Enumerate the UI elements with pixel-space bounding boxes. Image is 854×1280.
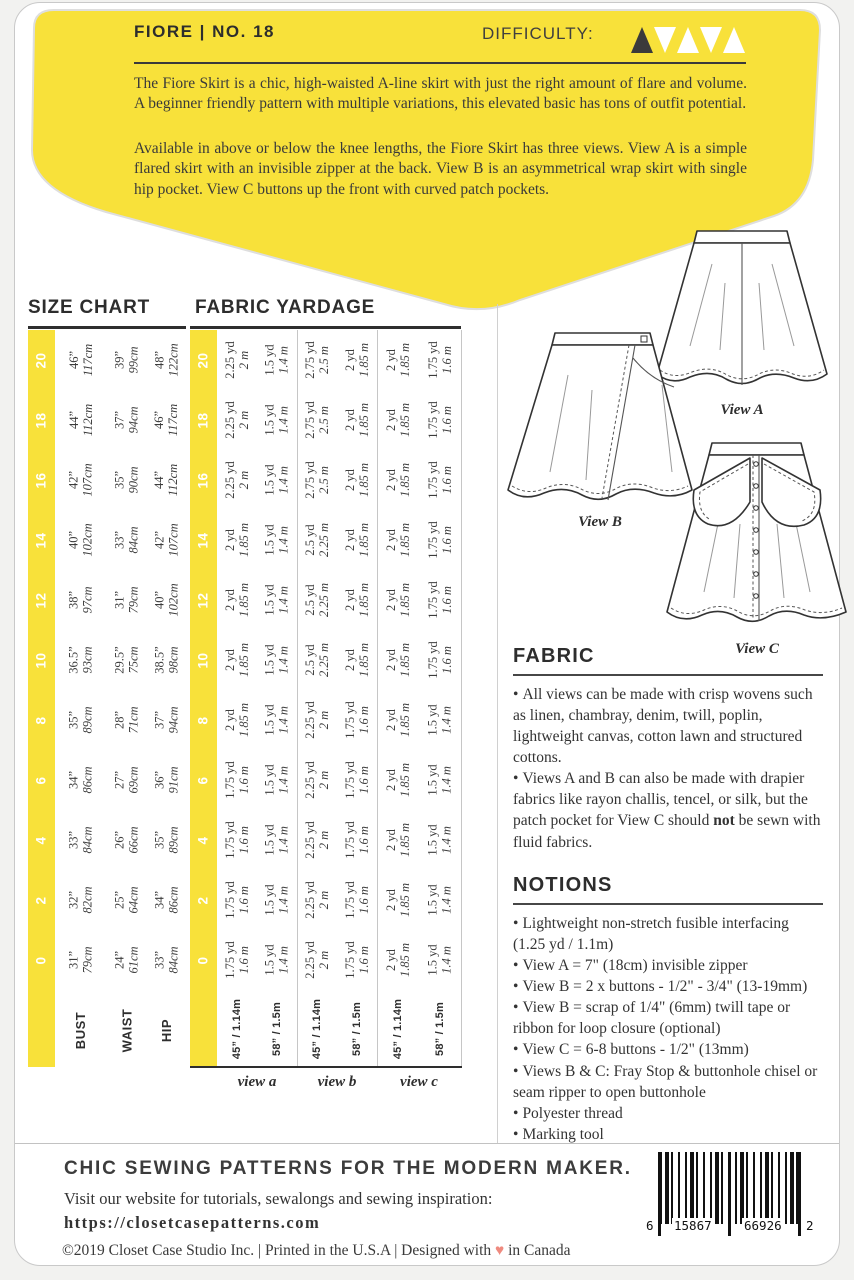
waist-cell: 39” 99cm [112, 346, 141, 374]
yardage-row [190, 690, 461, 750]
view-c-58-cell: 1.5 yd 1.4 m [426, 884, 454, 916]
view-a-45-cell: 1.75 yd 1.6 m [223, 761, 251, 799]
copyright-line: ©2019 Closet Case Studio Inc. | Printed in the U.S.A | Designed with ♥ in Canada [62, 1242, 571, 1259]
width-45-label: 45” / 1.14m [311, 998, 324, 1060]
view-a-58-cell: 1.5 yd 1.4 m [263, 344, 291, 376]
waist-cell: 33” 84cm [112, 526, 141, 554]
view-b-58-cell: 2 yd 1.85 m [343, 342, 371, 378]
notions-item: • Marking tool [513, 1125, 604, 1143]
bust-cell: 38” 97cm [66, 586, 95, 614]
view-a-58-cell: 1.5 yd 1.4 m [263, 824, 291, 856]
size-number: 20 [196, 351, 211, 369]
size-chart-row [28, 390, 186, 450]
size-number: 12 [196, 591, 211, 609]
view-a-45-cell: 2 yd 1.85 m [223, 582, 251, 618]
triangle-up-filled-icon [631, 27, 653, 53]
view-c-58-cell: 1.5 yd 1.4 m [426, 824, 454, 856]
bullet-icon: • [513, 1104, 519, 1122]
view-b-58-cell: 2 yd 1.85 m [343, 582, 371, 618]
view-b-45-cell: 2.25 yd 2 m [303, 761, 331, 799]
bust-cell: 32” 82cm [66, 886, 95, 914]
size-number: 2 [195, 895, 211, 905]
yardage-divider [461, 330, 462, 1067]
view-a-45-cell: 1.75 yd 1.6 m [223, 881, 251, 919]
view-b-45-cell: 2.75 yd 2.5 m [303, 461, 331, 499]
notions-item: • Polyester thread [513, 1104, 623, 1122]
yardage-row [190, 330, 461, 390]
view-b-45-cell: 2.5 yd 2.25 m [303, 582, 331, 618]
fabric-text [513, 684, 825, 853]
view-a-58-cell: 1.5 yd 1.4 m [263, 524, 291, 556]
size-number: 18 [34, 411, 49, 429]
notions-item: • View B = scrap of 1/4" (6mm) twill tape or ribbon for loop closure (optional) [513, 999, 791, 1038]
yardage-row [190, 450, 461, 510]
center-divider [497, 304, 498, 1143]
footer-divider [15, 1143, 839, 1144]
bullet-icon: • [513, 686, 519, 703]
yardage-row [190, 510, 461, 570]
view-a-45-cell: 2.25 yd 2 m [223, 461, 251, 499]
view-c-45-cell: 2 yd 1.85 m [384, 342, 412, 378]
size-chart-row [28, 870, 186, 930]
triangle-up-icon [723, 27, 745, 53]
view-b-45-cell: 2.25 yd 2 m [303, 821, 331, 859]
view-b-45-cell: 2.25 yd 2 m [303, 701, 331, 739]
hip-cell: 42” 107cm [152, 523, 181, 557]
bust-cell: 42” 107cm [66, 463, 95, 497]
yardage-row [190, 810, 461, 870]
view-a-column-label: view a [237, 1074, 277, 1090]
notions-item: • View A = 7" (18cm) invisible zipper [513, 957, 748, 975]
size-number: 6 [195, 775, 211, 785]
yardage-row [190, 930, 461, 990]
size-number: 12 [34, 591, 49, 609]
barcode-guard [798, 1152, 801, 1236]
fabric-rule [513, 674, 823, 676]
view-b-58-cell: 1.75 yd 1.6 m [343, 821, 371, 859]
fabric-bullet-2: • Views A and B can also be made with drapier fabrics like rayon challis, tencel, or silk, but the patch pocket for View C should not be sewn with fluid fabrics. [513, 770, 821, 851]
yardage-row [190, 570, 461, 630]
yardage-row [190, 630, 461, 690]
view-c-45-cell: 2 yd 1.85 m [384, 462, 412, 498]
barcode-digit: 2 [806, 1218, 814, 1233]
waist-cell: 25” 64cm [112, 886, 141, 914]
view-c-45-cell: 2 yd 1.85 m [384, 822, 412, 858]
view-a-45-cell: 1.75 yd 1.6 m [223, 821, 251, 859]
bust-cell: 44” 112cm [67, 403, 95, 437]
view-c-45-cell: 2 yd 1.85 m [384, 582, 412, 618]
banner-divider [134, 62, 746, 64]
size-chart-table [28, 330, 186, 990]
view-c-45-cell: 2 yd 1.85 m [384, 942, 412, 978]
size-number: 16 [196, 471, 211, 489]
waist-cell: 29.5” 75cm [113, 646, 141, 674]
view-c-45-cell: 2 yd 1.85 m [384, 642, 412, 678]
bust-cell: 36.5” 93cm [67, 646, 95, 674]
view-a-45-cell: 2.25 yd 2 m [223, 401, 251, 439]
view-c-58-cell: 1.75 yd 1.6 m [426, 461, 454, 499]
hip-cell: 33” 84cm [152, 946, 181, 974]
bust-cell: 33” 84cm [66, 826, 95, 854]
notions-item: • Lightweight non-stretch fusible interfacing (1.25 yd / 1.1m) [513, 915, 789, 954]
size-number: 0 [195, 955, 211, 965]
waist-cell: 27” 69cm [112, 766, 141, 794]
hip-cell: 44” 112cm [152, 463, 181, 497]
view-a-45-cell: 2 yd 1.85 m [223, 522, 251, 558]
heart-icon: ♥ [495, 1242, 505, 1259]
view-a-58-cell: 1.5 yd 1.4 m [263, 944, 291, 976]
triangle-up-icon [677, 27, 699, 53]
notions-item: • View C = 6-8 buttons - 1/2" (13mm) [513, 1041, 749, 1059]
view-b-58-cell: 2 yd 1.85 m [343, 522, 371, 558]
view-a-58-cell: 1.5 yd 1.4 m [263, 764, 291, 796]
view-c-45-cell: 2 yd 1.85 m [384, 402, 412, 438]
width-58-label: 58” / 1.5m [351, 1002, 364, 1056]
view-c-45-cell: 2 yd 1.85 m [384, 702, 412, 738]
view-c-58-cell: 1.75 yd 1.6 m [426, 521, 454, 559]
website-invite: Visit our website for tutorials, sewalongs and sewing inspiration: [64, 1189, 493, 1208]
view-b-58-cell: 1.75 yd 1.6 m [343, 761, 371, 799]
view-b-58-cell: 2 yd 1.85 m [343, 402, 371, 438]
view-a-58-cell: 1.5 yd 1.4 m [263, 644, 291, 676]
barcode-guard [658, 1152, 661, 1236]
fabric-bullet-1: • All views can be made with crisp wovens such as linen, chambray, denim, twill, poplin, lightweight canvas, cotton lawn and structured cottons. [513, 686, 813, 767]
bust-cell: 31” 79cm [66, 946, 95, 974]
size-chart-row [28, 330, 186, 390]
view-b-58-cell: 2 yd 1.85 m [343, 642, 371, 678]
view-b-45-cell: 2.5 yd 2.25 m [303, 642, 331, 678]
view-b-label: View B [578, 514, 622, 530]
bullet-icon: • [513, 999, 519, 1017]
view-c-45-cell: 2 yd 1.85 m [384, 522, 412, 558]
view-a-45-cell: 1.75 yd 1.6 m [223, 941, 251, 979]
view-a-58-cell: 1.5 yd 1.4 m [263, 884, 291, 916]
bullet-icon: • [513, 770, 519, 788]
size-chart-row [28, 750, 186, 810]
waist-cell: 24” 61cm [112, 946, 141, 974]
hip-cell: 35” 89cm [152, 826, 181, 854]
size-chart-row [28, 930, 186, 990]
size-chart-row [28, 450, 186, 510]
notions-heading: NOTIONS [513, 874, 613, 896]
view-a-58-cell: 1.5 yd 1.4 m [263, 464, 291, 496]
view-b-58-cell: 1.75 yd 1.6 m [343, 881, 371, 919]
view-a-45-cell: 2.25 yd 2 m [223, 341, 251, 379]
yardage-row [190, 750, 461, 810]
hip-cell: 37” 94cm [152, 706, 181, 734]
size-chart-row [28, 810, 186, 870]
view-c-illustration [662, 440, 852, 640]
size-chart-row [28, 690, 186, 750]
view-b-45-cell: 2.25 yd 2 m [303, 881, 331, 919]
size-number: 14 [34, 531, 49, 549]
waist-cell: 28” 71cm [112, 706, 141, 734]
bust-cell: 35” 89cm [66, 706, 95, 734]
view-c-58-cell: 1.5 yd 1.4 m [426, 944, 454, 976]
yardage-row [190, 870, 461, 930]
hip-cell: 46” 117cm [152, 403, 181, 437]
fabric-yardage-table [190, 330, 461, 990]
view-c-45-cell: 2 yd 1.85 m [384, 882, 412, 918]
waist-cell: 31” 79cm [112, 586, 141, 614]
view-b-58-cell: 1.75 yd 1.6 m [343, 941, 371, 979]
hip-cell: 48” 122cm [152, 343, 181, 377]
view-c-column-label: view c [400, 1074, 438, 1090]
size-number: 10 [196, 651, 211, 669]
yardage-divider [377, 330, 378, 1067]
waist-cell: 37” 94cm [112, 406, 141, 434]
size-number: 6 [33, 775, 49, 785]
width-45-label: 45” / 1.14m [231, 998, 244, 1060]
fabric-heading: FABRIC [513, 645, 595, 667]
description-paragraph-2: Available in above or below the knee lengths, the Fiore Skirt has three views. View A is a simple flared skirt with an invisible zipper at the back. View B is an asymmetrical wrap skirt with single hip pocket. View C buttons up the front with curved patch pockets. [134, 140, 747, 198]
size-number: 0 [33, 955, 49, 965]
waist-label: WAIST [119, 1008, 135, 1052]
bust-cell: 46” 117cm [67, 343, 95, 377]
barcode-digit: 6 [646, 1218, 654, 1233]
size-number: 18 [196, 411, 211, 429]
waist-cell: 35” 90cm [112, 466, 141, 494]
bust-label: BUST [73, 1011, 89, 1049]
size-number: 10 [34, 651, 49, 669]
view-c-label: View C [735, 641, 779, 657]
website-url[interactable]: https://closetcasepatterns.com [64, 1213, 321, 1232]
fabric-yardage-title: FABRIC YARDAGE [195, 297, 376, 318]
notions-item: • Views B & C: Fray Stop & buttonhole chisel or seam ripper to open buttonhole [513, 1062, 818, 1101]
bullet-icon: • [513, 1062, 519, 1080]
notions-rule [513, 903, 823, 905]
yardage-top-rule [190, 326, 461, 329]
website-block [64, 1189, 492, 1233]
difficulty-label: DIFFICULTY: [482, 24, 594, 43]
bullet-icon: • [513, 1041, 519, 1059]
view-b-45-cell: 2.25 yd 2 m [303, 941, 331, 979]
view-a-58-cell: 1.5 yd 1.4 m [263, 584, 291, 616]
waist-cell: 26” 66cm [112, 826, 141, 854]
view-b-58-cell: 2 yd 1.85 m [343, 462, 371, 498]
hip-label: HIP [158, 1018, 174, 1042]
view-a-58-cell: 1.5 yd 1.4 m [263, 704, 291, 736]
size-number: 8 [195, 715, 211, 725]
view-c-45-cell: 2 yd 1.85 m [384, 762, 412, 798]
size-chart-row [28, 570, 186, 630]
size-number: 4 [195, 835, 211, 845]
view-b-45-cell: 2.75 yd 2.5 m [303, 341, 331, 379]
triangle-down-icon [654, 27, 676, 53]
hip-cell: 34” 86cm [152, 886, 181, 914]
barcode-digit: 66926 [744, 1218, 782, 1233]
view-b-column-label: view b [317, 1074, 357, 1090]
yardage-row [190, 390, 461, 450]
notions-list [513, 913, 825, 1145]
view-c-58-cell: 1.75 yd 1.6 m [426, 341, 454, 379]
view-c-58-cell: 1.5 yd 1.4 m [426, 704, 454, 736]
view-c-58-cell: 1.5 yd 1.4 m [426, 764, 454, 796]
bullet-icon: • [513, 957, 519, 975]
view-a-45-cell: 2 yd 1.85 m [223, 702, 251, 738]
bullet-icon: • [513, 915, 519, 932]
brand-tagline: CHIC SEWING PATTERNS FOR THE MODERN MAKER. [64, 1158, 632, 1179]
triangle-down-icon [700, 27, 722, 53]
pattern-title: FIORE | NO. 18 [134, 22, 276, 41]
size-number: 2 [33, 895, 49, 905]
view-b-45-cell: 2.5 yd 2.25 m [303, 522, 331, 558]
hip-cell: 36” 91cm [152, 766, 181, 794]
size-chart-row [28, 510, 186, 570]
size-chart-title: SIZE CHART [28, 297, 150, 318]
hip-cell: 38.5” 98cm [152, 646, 181, 674]
size-chart-top-rule [28, 326, 186, 329]
hip-cell: 40” 102cm [152, 583, 181, 617]
bullet-icon: • [513, 978, 519, 996]
yardage-width-labels [217, 991, 461, 1067]
bust-cell: 40” 102cm [66, 523, 95, 557]
width-58-label: 58” / 1.5m [271, 1002, 284, 1056]
size-number: 8 [33, 715, 49, 725]
size-number: 14 [196, 531, 211, 549]
view-c-58-cell: 1.75 yd 1.6 m [426, 641, 454, 679]
bullet-icon: • [513, 1125, 519, 1143]
difficulty-rating-icon [630, 22, 748, 56]
barcode [646, 1152, 816, 1244]
size-chart-row [28, 630, 186, 690]
width-45-label: 45” / 1.14m [392, 998, 405, 1060]
view-b-58-cell: 1.75 yd 1.6 m [343, 701, 371, 739]
view-c-58-cell: 1.75 yd 1.6 m [426, 401, 454, 439]
size-number: 4 [33, 835, 49, 845]
view-a-58-cell: 1.5 yd 1.4 m [263, 404, 291, 436]
view-c-58-cell: 1.75 yd 1.6 m [426, 581, 454, 619]
size-number: 16 [34, 471, 49, 489]
yardage-divider [297, 330, 298, 1067]
size-number: 20 [34, 351, 49, 369]
bust-cell: 34” 86cm [66, 766, 95, 794]
view-a-label: View A [720, 402, 764, 418]
notions-item: • View B = 2 x buttons - 1/2" - 3/4" (13-19mm) [513, 978, 808, 996]
view-b-45-cell: 2.75 yd 2.5 m [303, 401, 331, 439]
description-paragraph-1: The Fiore Skirt is a chic, high-waisted A-line skirt with just the right amount of flare and volume. A beginner friendly pattern with multiple variations, this elevated basic has tons of outfit potential. [134, 75, 747, 113]
barcode-guard [728, 1152, 731, 1236]
size-chart-column-labels [55, 993, 186, 1067]
view-a-45-cell: 2 yd 1.85 m [223, 642, 251, 678]
barcode-digit: 15867 [674, 1218, 712, 1233]
width-58-label: 58” / 1.5m [434, 1002, 447, 1056]
